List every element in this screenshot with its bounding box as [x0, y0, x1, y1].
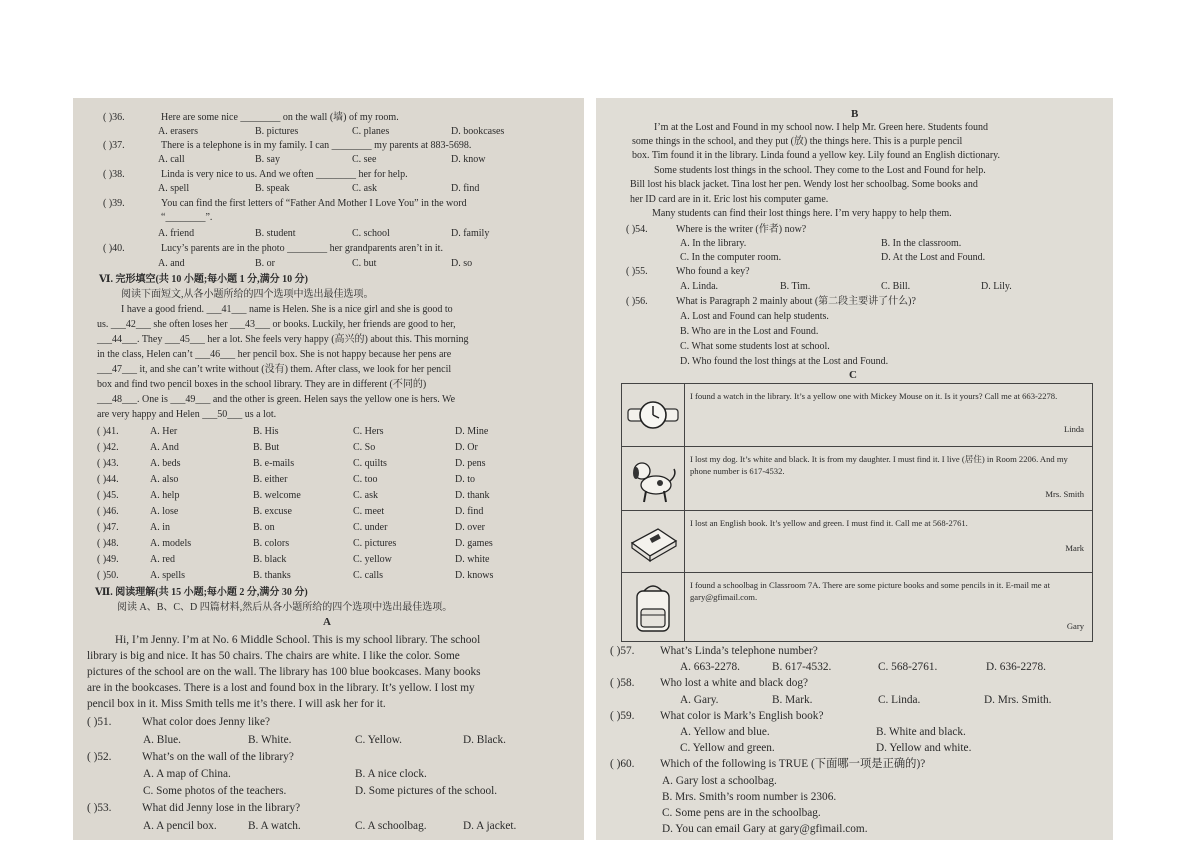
passage-b-line: I’m at the Lost and Found in my school now. I help Mr. Green here. Students found	[654, 122, 989, 133]
q38-option-c[interactable]: C. ask	[352, 183, 377, 194]
q57-text: What’s Linda’s telephone number?	[660, 645, 818, 657]
q53-option-c[interactable]: C. A schoolbag.	[355, 820, 427, 832]
q41-option-a[interactable]: A. Her	[150, 426, 178, 437]
q60-option-d[interactable]: D. You can email Gary at gary@gfimail.com.	[662, 823, 868, 835]
notice-signature: Gary	[1066, 621, 1084, 631]
section-6-instructions: 阅读下面短文,从各小题所给的四个选项中选出最佳选项。	[121, 289, 374, 300]
q59-option-c[interactable]: C. Yellow and green.	[680, 742, 775, 754]
q60-option-c[interactable]: C. Some pens are in the schoolbag.	[662, 807, 821, 819]
q39-text-cont: “________”.	[161, 212, 213, 223]
q38-number: ( )38.	[103, 169, 125, 180]
q38-option-b[interactable]: B. speak	[255, 183, 290, 194]
q58-text: Who lost a white and black dog?	[660, 677, 809, 689]
q37-option-d[interactable]: D. know	[451, 154, 486, 165]
q40-option-b[interactable]: B. or	[255, 258, 275, 269]
q40-number: ( )40.	[103, 243, 125, 254]
q39-text: You can find the first letters of “Father And Mother I Love You” in the word	[161, 198, 467, 209]
q46-option-c[interactable]: C. meet	[353, 506, 385, 517]
q52-option-d[interactable]: D. Some pictures of the school.	[355, 785, 498, 797]
q57-option-a[interactable]: A. 663-2278.	[680, 661, 740, 673]
q40-option-c[interactable]: C. but	[352, 258, 377, 269]
q52-option-c[interactable]: C. Some photos of the teachers.	[143, 785, 287, 797]
q47-option-c[interactable]: C. under	[353, 522, 388, 533]
schoolbag-icon	[622, 573, 685, 642]
q38-option-a[interactable]: A. spell	[158, 183, 190, 194]
q36-option-c[interactable]: C. planes	[352, 126, 390, 137]
q56-option-b[interactable]: B. Who are in the Lost and Found.	[680, 326, 819, 337]
q45-option-a[interactable]: A. help	[150, 490, 180, 501]
q36-number: ( )36.	[103, 112, 125, 123]
q56-option-a[interactable]: A. Lost and Found can help students.	[680, 311, 829, 322]
q36-text: Here are some nice ________ on the wall (墙) of my room.	[161, 112, 399, 123]
q57-number: ( )57.	[610, 645, 635, 657]
q46-option-d[interactable]: D. find	[455, 506, 484, 517]
q44-option-c[interactable]: C. too	[353, 474, 378, 485]
passage-a-line: Hi, I’m Jenny. I’m at No. 6 Middle School. This is my school library. The school	[115, 634, 481, 646]
q55-text: Who found a key?	[676, 266, 750, 277]
notice-signature: Mark	[1065, 543, 1084, 553]
dog-icon	[622, 447, 685, 511]
passage-a-label: A	[323, 616, 331, 628]
q55-option-b[interactable]: B. Tim.	[780, 281, 811, 292]
q59-option-a[interactable]: A. Yellow and blue.	[680, 726, 770, 738]
q47-option-a[interactable]: A. in	[150, 522, 170, 533]
q44-number: ( )44.	[97, 474, 119, 485]
q37-text: There is a telephone is in my family. I can ________ my parents at 883-5698.	[161, 140, 472, 151]
notice-text: I lost my dog. It’s white and black. It is from my daughter. I must find it. I live (居住) in Room 2206. And my phone number is 617-4532.	[690, 454, 1068, 476]
q51-number: ( )51.	[87, 716, 112, 728]
q38-text: Linda is very nice to us. And we often ________ her for help.	[161, 169, 408, 180]
q44-option-a[interactable]: A. also	[150, 474, 179, 485]
q42-option-c[interactable]: C. So	[353, 442, 376, 453]
q59-option-b[interactable]: B. White and black.	[876, 726, 966, 738]
section-7-instructions: 阅读 A、B、C、D 四篇材料,然后从各小题所给的四个选项中选出最佳选项。	[117, 602, 453, 613]
passage-a-line: are in the bookcases. There is a lost and found box in the library. It’s yellow. I lost my	[87, 682, 475, 694]
q43-option-b[interactable]: B. e-mails	[253, 458, 295, 469]
q47-number: ( )47.	[97, 522, 119, 533]
q39-option-b[interactable]: B. student	[255, 228, 296, 239]
q47-option-b[interactable]: B. on	[253, 522, 275, 533]
q40-text: Lucy’s parents are in the photo ________ her grandparents aren’t in it.	[161, 243, 443, 254]
passage-b-line: Many students can find their lost things here. I’m very happy to help them.	[652, 208, 952, 219]
notice-row	[622, 510, 1092, 573]
q55-option-a[interactable]: A. Linda.	[680, 281, 719, 292]
q55-option-c[interactable]: C. Bill.	[881, 281, 911, 292]
q60-option-b[interactable]: B. Mrs. Smith’s room number is 2306.	[662, 791, 837, 803]
q37-option-a[interactable]: A. call	[158, 154, 185, 165]
q54-option-b[interactable]: B. In the classroom.	[881, 238, 962, 249]
passage-a-line: pencil box in it. Miss Smith tells me it’s there. I will ask her for it.	[87, 698, 386, 710]
q37-option-c[interactable]: C. see	[352, 154, 377, 165]
q37-option-b[interactable]: B. say	[255, 154, 280, 165]
q48-option-b[interactable]: B. colors	[253, 538, 290, 549]
q44-option-b[interactable]: B. either	[253, 474, 288, 485]
passage-b-line: Bill lost his black jacket. Tina lost her pen. Wendy lost her schoolbag. Some books and	[630, 179, 978, 190]
q43-option-a[interactable]: A. beds	[150, 458, 181, 469]
q48-option-a[interactable]: A. models	[150, 538, 192, 549]
cloze-line: box and find two pencil boxes in the school library. They are in different (不同的)	[97, 379, 427, 390]
q53-text: What did Jenny lose in the library?	[142, 802, 301, 814]
q50-number: ( )50.	[97, 570, 119, 581]
q58-option-b[interactable]: B. Mark.	[772, 694, 813, 706]
passage-b-line: some things in the school, and they put (放) the things here. This is a purple pencil	[632, 136, 963, 147]
q60-text: Which of the following is TRUE (下面哪一项是正确的)?	[660, 758, 926, 770]
q49-option-a[interactable]: A. red	[150, 554, 175, 565]
q53-option-b[interactable]: B. A watch.	[248, 820, 301, 832]
q48-number: ( )48.	[97, 538, 119, 549]
passage-b-label: B	[851, 108, 859, 120]
q60-option-a[interactable]: A. Gary lost a schoolbag.	[662, 775, 777, 787]
q57-option-c[interactable]: C. 568-2761.	[878, 661, 938, 673]
q54-number: ( )54.	[626, 224, 648, 235]
passage-c-label: C	[849, 369, 857, 381]
q39-option-c[interactable]: C. school	[352, 228, 390, 239]
q54-option-a[interactable]: A. In the library.	[680, 238, 747, 249]
q50-option-a[interactable]: A. spells	[150, 570, 185, 581]
q53-number: ( )53.	[87, 802, 112, 814]
q49-option-c[interactable]: C. yellow	[353, 554, 392, 565]
q43-option-c[interactable]: C. quilts	[353, 458, 387, 469]
q40-option-d[interactable]: D. so	[451, 258, 473, 269]
notice-text: I found a schoolbag in Classroom 7A. There are some picture books and some pencils in it. E-mail me at gary@gfimail.com.	[690, 580, 1050, 602]
notice-signature: Linda	[1063, 424, 1084, 434]
notice-row	[622, 446, 1092, 511]
cloze-line: ___47___ it, and she can’t write without (没有) them. After class, we look for her pencil	[97, 364, 452, 375]
q37-number: ( )37.	[103, 140, 125, 151]
notice-text: I found a watch in the library. It’s a yellow one with Mickey Mouse on it. Is it yours? Call me at 663-2278.	[690, 391, 1058, 401]
passage-b-line: box. Tim found it in the library. Linda found a yellow key. Lily found an English dictionary.	[632, 150, 1001, 161]
q58-option-a[interactable]: A. Gary.	[680, 694, 719, 706]
q56-option-c[interactable]: C. What some students lost at school.	[680, 341, 830, 352]
left-page	[73, 98, 584, 840]
book-icon	[622, 511, 685, 573]
cloze-line: us. ___42___ she often loses her ___43___ or books. Luckily, her friends are good to her,	[97, 319, 456, 330]
q40-option-a[interactable]: A. and	[158, 258, 185, 269]
q50-option-d[interactable]: D. knows	[455, 570, 494, 581]
q42-option-a[interactable]: A. And	[150, 442, 179, 453]
passage-a-line: pictures of the school are on the wall. The library has 100 blue bookcases. Many books	[87, 666, 481, 678]
q39-option-a[interactable]: A. friend	[158, 228, 195, 239]
q45-option-d[interactable]: D. thank	[455, 490, 490, 501]
passage-b-line: her ID card are in it. Eric lost his computer game.	[630, 194, 829, 205]
q36-option-d[interactable]: D. bookcases	[451, 126, 505, 137]
cloze-line: I have a good friend. ___41___ name is Helen. She is a nice girl and she is good to	[121, 304, 453, 315]
q45-option-b[interactable]: B. welcome	[253, 490, 301, 501]
q52-option-a[interactable]: A. A map of China.	[143, 768, 231, 780]
q43-number: ( )43.	[97, 458, 119, 469]
q38-option-d[interactable]: D. find	[451, 183, 480, 194]
cloze-line: are very happy and Helen ___50___ us a lot.	[97, 409, 277, 420]
passage-b-line: Some students lost things in the school. They come to the Lost and Found for help.	[654, 165, 986, 176]
q52-number: ( )52.	[87, 751, 112, 763]
q54-option-d[interactable]: D. At the Lost and Found.	[881, 252, 986, 263]
q58-option-c[interactable]: C. Linda.	[878, 694, 921, 706]
q56-number: ( )56.	[626, 296, 648, 307]
q55-option-d[interactable]: D. Lily.	[981, 281, 1012, 292]
notice-row	[622, 572, 1092, 642]
notice-text: I lost an English book. It’s yellow and green. I must find it. Call me at 568-2761.	[690, 518, 968, 528]
q36-option-b[interactable]: B. pictures	[255, 126, 299, 137]
q41-option-c[interactable]: C. Hers	[353, 426, 384, 437]
q51-option-d[interactable]: D. Black.	[463, 734, 506, 746]
q42-option-d[interactable]: D. Or	[455, 442, 478, 453]
q58-number: ( )58.	[610, 677, 635, 689]
right-page	[596, 98, 1113, 840]
q59-number: ( )59.	[610, 710, 635, 722]
q51-option-c[interactable]: C. Yellow.	[355, 734, 402, 746]
q41-option-d[interactable]: D. Mine	[455, 426, 489, 437]
q49-number: ( )49.	[97, 554, 119, 565]
q54-text: Where is the writer (作者) now?	[676, 224, 807, 235]
cloze-line: ___48___. One is ___49___ and the other is green. Helen says the yellow one is hers. We	[97, 394, 456, 405]
q56-option-d[interactable]: D. Who found the lost things at the Lost and Found.	[680, 356, 889, 367]
section-6-title: Ⅵ. 完形填空(共 10 小题;每小题 1 分,满分 10 分)	[99, 274, 308, 285]
q41-number: ( )41.	[97, 426, 119, 437]
q57-option-d[interactable]: D. 636-2278.	[986, 661, 1046, 673]
q48-option-c[interactable]: C. pictures	[353, 538, 397, 549]
cloze-line: in the class, Helen can’t ___46___ her pencil box. She is not happy because her pens are	[97, 349, 452, 360]
q56-text: What is Paragraph 2 mainly about (第二段主要讲了什么)?	[676, 296, 916, 307]
q52-option-b[interactable]: B. A nice clock.	[355, 768, 427, 780]
q45-option-c[interactable]: C. ask	[353, 490, 378, 501]
q36-option-a[interactable]: A. erasers	[158, 126, 198, 137]
notice-board	[621, 383, 1093, 642]
q57-option-b[interactable]: B. 617-4532.	[772, 661, 832, 673]
q50-option-b[interactable]: B. thanks	[253, 570, 291, 581]
q50-option-c[interactable]: C. calls	[353, 570, 383, 581]
q42-option-b[interactable]: B. But	[253, 442, 280, 453]
q59-text: What color is Mark’s English book?	[660, 710, 824, 722]
q60-number: ( )60.	[610, 758, 635, 770]
q49-option-b[interactable]: B. black	[253, 554, 287, 565]
q58-option-d[interactable]: D. Mrs. Smith.	[984, 694, 1052, 706]
notice-row	[622, 384, 1092, 446]
q45-number: ( )45.	[97, 490, 119, 501]
q49-option-d[interactable]: D. white	[455, 554, 490, 565]
q39-number: ( )39.	[103, 198, 125, 209]
q41-option-b[interactable]: B. His	[253, 426, 279, 437]
watch-icon	[622, 384, 685, 446]
q44-option-d[interactable]: D. to	[455, 474, 475, 485]
q43-option-d[interactable]: D. pens	[455, 458, 486, 469]
section-7-title: Ⅶ. 阅读理解(共 15 小题;每小题 2 分,满分 30 分)	[95, 587, 308, 598]
cloze-line: ___44___. They ___45___ her a lot. She feels very happy (高兴的) about this. This morning	[97, 334, 469, 345]
q59-option-d[interactable]: D. Yellow and white.	[876, 742, 972, 754]
q46-option-a[interactable]: A. lose	[150, 506, 179, 517]
q54-option-c[interactable]: C. In the computer room.	[680, 252, 782, 263]
q51-text: What color does Jenny like?	[142, 716, 270, 728]
q42-number: ( )42.	[97, 442, 119, 453]
q39-option-d[interactable]: D. family	[451, 228, 490, 239]
passage-a-line: library is big and nice. It has 50 chairs. The chairs are white. I like the color. Some	[87, 650, 460, 662]
q52-text: What’s on the wall of the library?	[142, 751, 294, 763]
q46-option-b[interactable]: B. excuse	[253, 506, 292, 517]
q53-option-d[interactable]: D. A jacket.	[463, 820, 517, 832]
q48-option-d[interactable]: D. games	[455, 538, 493, 549]
q53-option-a[interactable]: A. A pencil box.	[143, 820, 217, 832]
q46-number: ( )46.	[97, 506, 119, 517]
q51-option-a[interactable]: A. Blue.	[143, 734, 181, 746]
notice-signature: Mrs. Smith	[1045, 489, 1084, 499]
q47-option-d[interactable]: D. over	[455, 522, 485, 533]
q51-option-b[interactable]: B. White.	[248, 734, 292, 746]
q55-number: ( )55.	[626, 266, 648, 277]
